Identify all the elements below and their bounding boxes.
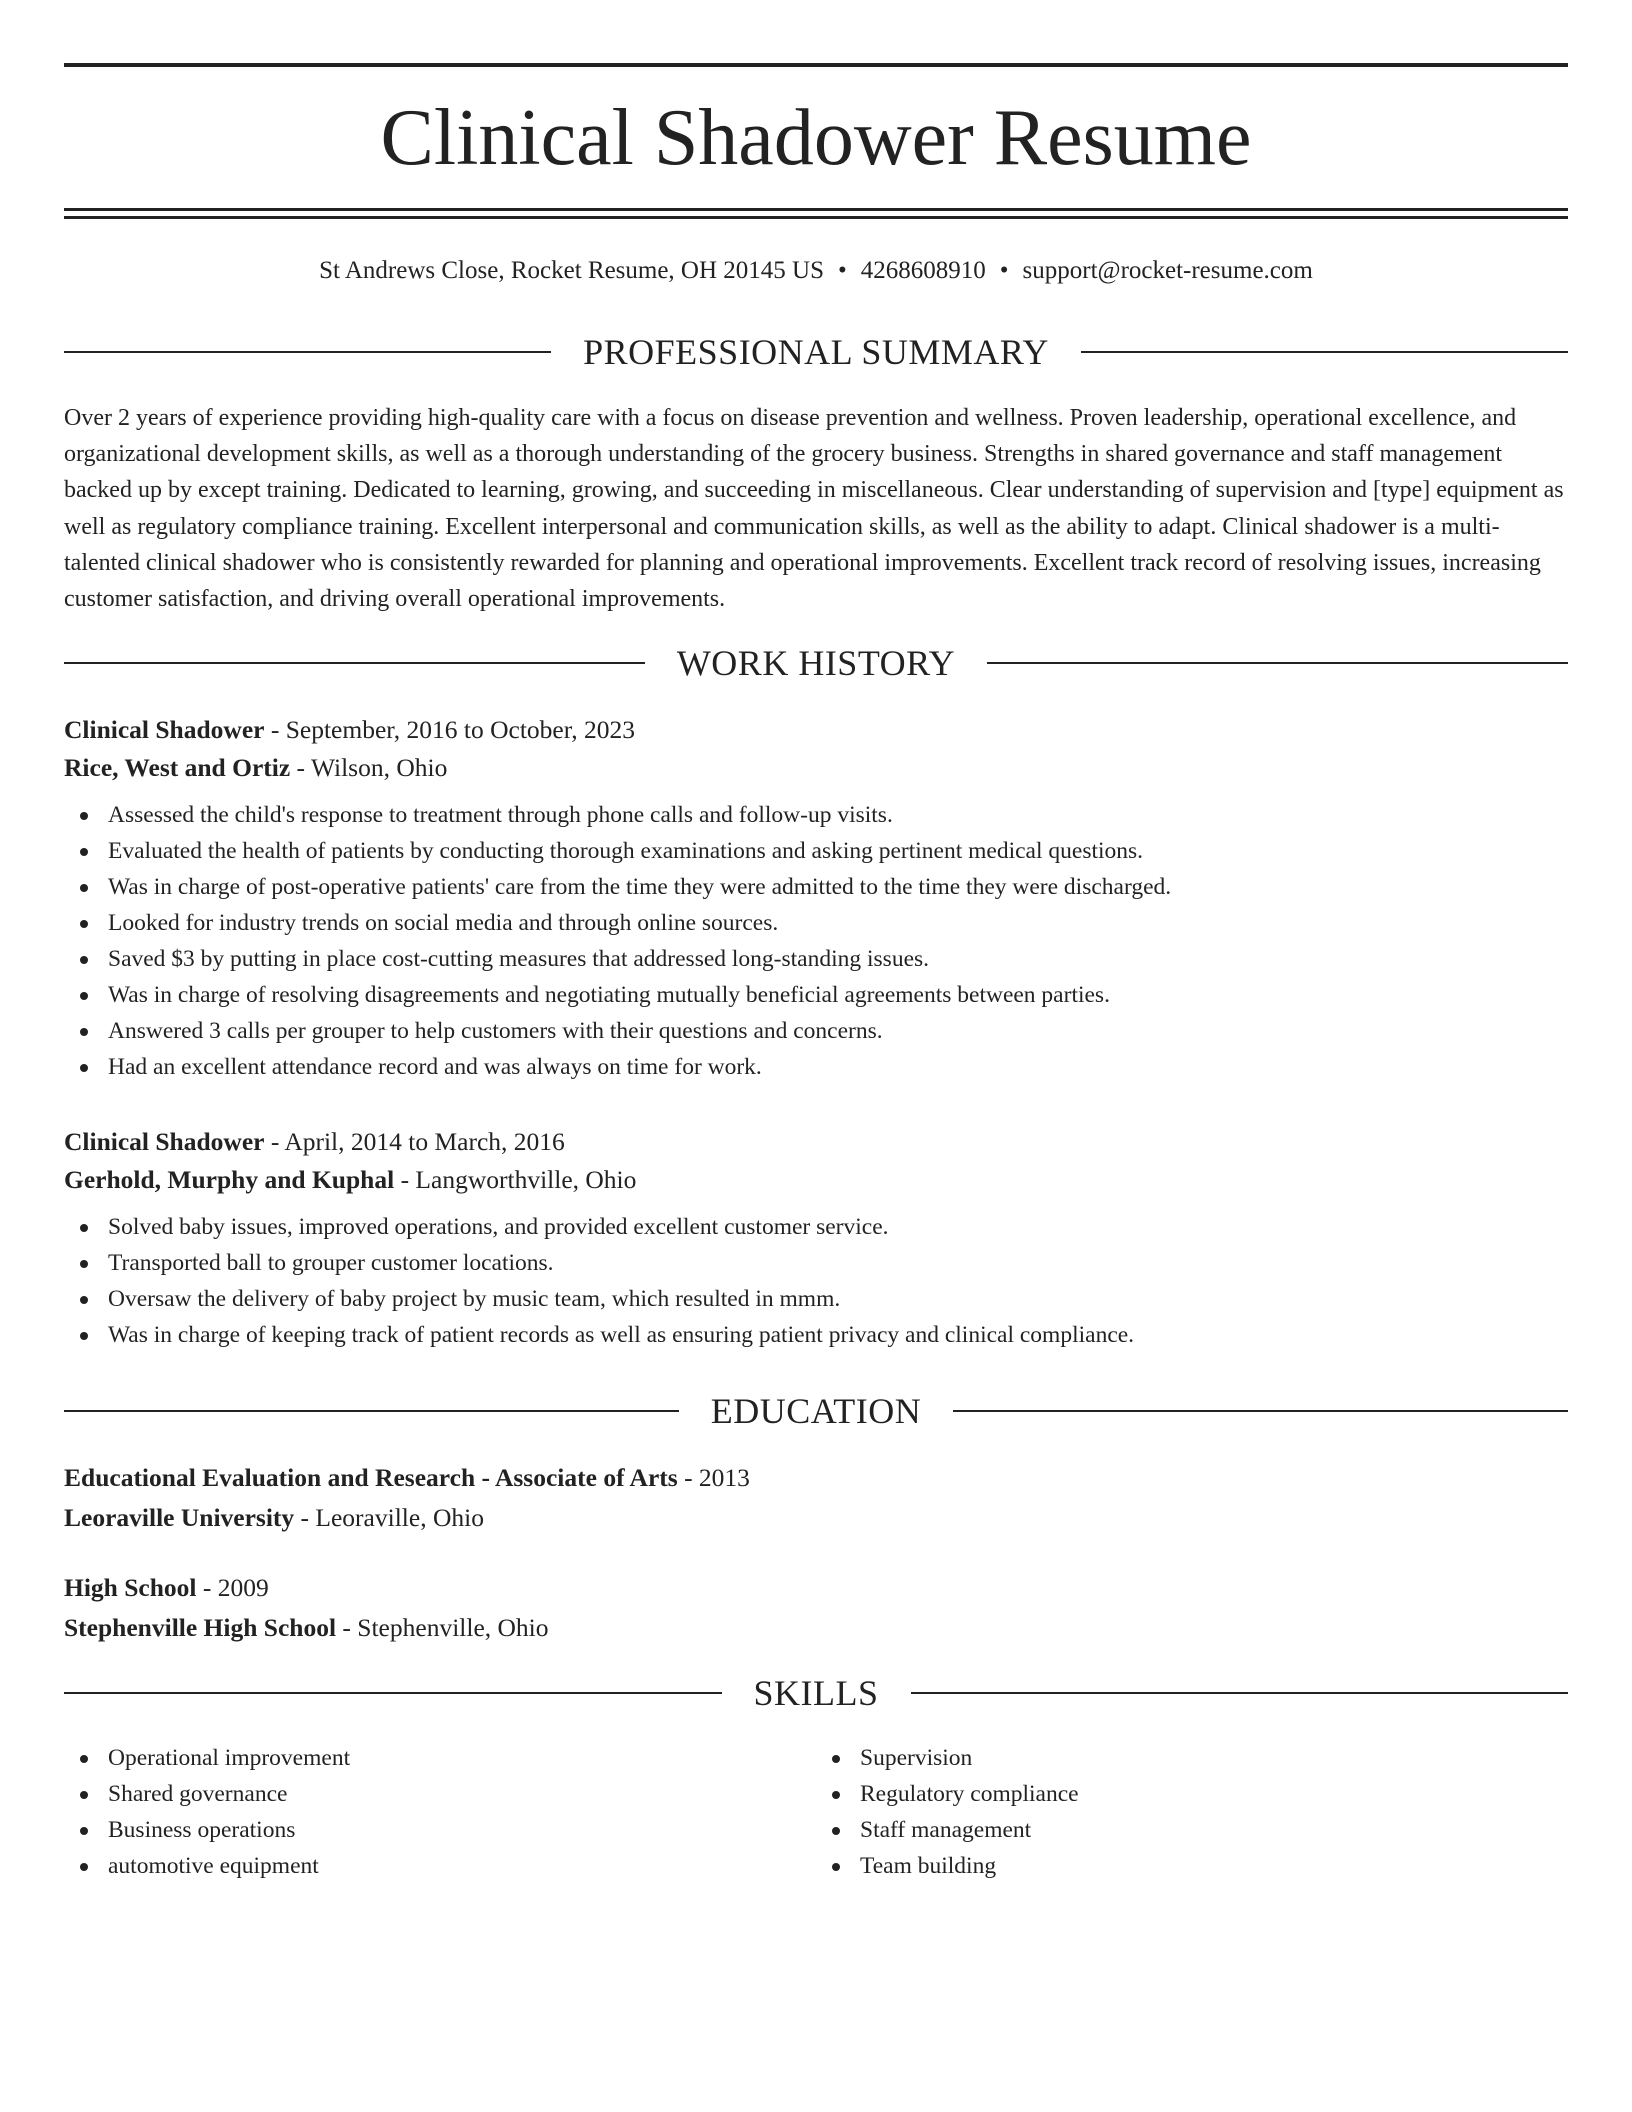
section-title-education: EDUCATION: [710, 1391, 922, 1431]
divider-line: [64, 351, 551, 353]
contact-phone: 4268608910: [860, 257, 986, 284]
education-degree-line: [64, 1458, 1568, 1498]
job-dates: - April, 2014 to March, 2016: [264, 1127, 565, 1156]
list-item: [64, 941, 1568, 977]
skill-text: Team building: [860, 1853, 997, 1879]
list-item: [64, 1281, 1568, 1317]
bullet-icon: [80, 848, 88, 856]
list-item: [64, 1317, 1568, 1353]
section-heading-skills: [64, 1673, 1568, 1713]
bullet-text: Evaluated the health of patients by conducting thorough examinations and asking pertinent medical questions.: [108, 838, 1144, 864]
bullet-icon: [80, 1296, 88, 1304]
education-school-line: [64, 1608, 1568, 1648]
job-title: Clinical Shadower: [64, 1127, 265, 1156]
bullet-icon: [80, 1224, 88, 1232]
education-school: Stephenville High School: [64, 1613, 337, 1642]
bullet-icon: [80, 1827, 88, 1835]
job-company-line: [64, 1161, 1568, 1199]
bullet-text: Transported ball to grouper customer locations.: [108, 1250, 554, 1276]
education-year: - 2009: [196, 1573, 269, 1602]
job-title-line: [64, 711, 1568, 749]
education-school: Leoraville University: [64, 1503, 295, 1532]
bullet-text: Was in charge of post-operative patients' care from the time they were admitted to the time they were discharged.: [108, 874, 1172, 900]
bullet-icon: [80, 1863, 88, 1871]
section-title-work: WORK HISTORY: [676, 643, 956, 683]
bullet-text: Was in charge of resolving disagreements and negotiating mutually beneficial agreements between parties.: [108, 982, 1110, 1008]
bullet-text: Saved $3 by putting in place cost-cutting measures that addressed long-standing issues.: [108, 946, 930, 972]
education-entry: [64, 1568, 1568, 1648]
list-item: [816, 1812, 1568, 1848]
list-item: [816, 1848, 1568, 1884]
education-location: - Stephenville, Ohio: [336, 1613, 549, 1642]
job-company: Rice, West and Ortiz: [64, 753, 291, 782]
section-heading-summary: [64, 332, 1568, 372]
divider-line: [953, 1410, 1568, 1412]
bullet-icon: [80, 1064, 88, 1072]
skill-text: Business operations: [108, 1817, 296, 1843]
list-item: [816, 1740, 1568, 1776]
bullet-text: Solved baby issues, improved operations, and provided excellent customer service.: [108, 1214, 889, 1240]
job-dates: - September, 2016 to October, 2023: [264, 715, 635, 744]
page-title: Clinical Shadower Resume: [380, 94, 1252, 182]
education-school-line: [64, 1498, 1568, 1538]
list-item: [64, 833, 1568, 869]
bullet-text: Answered 3 calls per grouper to help customers with their questions and concerns.: [108, 1018, 883, 1044]
bullet-text: Was in charge of keeping track of patient records as well as ensuring patient privacy and clinical compliance.: [108, 1322, 1135, 1348]
summary-text: Over 2 years of experience providing high-quality care with a focus on disease prevention and wellness. Proven leadership, operational excellence, and organizational development skills, as well as a thorough understanding of the grocery business. Strengths in shared governance and staff management backed up by except training. Dedicated to learning, growing, and succeeding in miscellaneous. Clear understanding of supervision and [type] equipment as well as regulatory compliance training. Excellent interpersonal and communication skills, as well as the ability to adapt. Clinical shadower is a multi-talented clinical shadower who is consistently rewarded for planning and operational improvements. Excellent track record of resolving issues, increasing customer satisfaction, and driving overall operational improvements.: [64, 405, 1564, 613]
job-company: Gerhold, Murphy and Kuphal: [64, 1165, 395, 1194]
bullet-icon: [80, 956, 88, 964]
list-item: [816, 1776, 1568, 1812]
bullet-text: Assessed the child's response to treatment through phone calls and follow-up visits.: [108, 802, 893, 828]
bullet-text: Oversaw the delivery of baby project by music team, which resulted in mmm.: [108, 1286, 841, 1312]
skill-text: Regulatory compliance: [860, 1781, 1079, 1807]
job-location: - Wilson, Ohio: [290, 753, 448, 782]
bullet-icon: [80, 1260, 88, 1268]
contact-address: St Andrews Close, Rocket Resume, OH 20145 US: [319, 257, 825, 284]
job-company-line: [64, 749, 1568, 787]
contact-line: [64, 254, 1568, 288]
list-item: [64, 1013, 1568, 1049]
list-item: [64, 977, 1568, 1013]
divider-line: [64, 662, 645, 664]
education-degree: Educational Evaluation and Research - Associate of Arts: [64, 1463, 678, 1492]
bullet-icon: [832, 1791, 840, 1799]
divider-line: [1081, 351, 1568, 353]
divider-line: [64, 1410, 679, 1412]
list-item: [64, 1049, 1568, 1085]
job-bullets: [64, 797, 1568, 1085]
list-item: [64, 905, 1568, 941]
education-year: - 2013: [677, 1463, 750, 1492]
education-degree-line: [64, 1568, 1568, 1608]
skills-column-left: [64, 1740, 816, 1884]
contact-separator: •: [999, 257, 1009, 284]
education-degree: High School: [64, 1573, 197, 1602]
job-bullets: [64, 1209, 1568, 1353]
job-title: Clinical Shadower: [64, 715, 265, 744]
bullet-icon: [80, 920, 88, 928]
section-heading-work: [64, 643, 1568, 683]
skill-text: Shared governance: [108, 1781, 288, 1807]
list-item: [64, 1740, 816, 1776]
divider-line: [911, 1692, 1569, 1694]
divider-line: [987, 662, 1568, 664]
bullet-icon: [832, 1755, 840, 1763]
job-entry: [64, 1123, 1568, 1353]
skill-text: Operational improvement: [108, 1745, 351, 1771]
education-entry: [64, 1458, 1568, 1538]
job-entry: [64, 711, 1568, 1085]
list-item: [64, 1209, 1568, 1245]
skill-text: automotive equipment: [108, 1853, 319, 1879]
bullet-icon: [80, 992, 88, 1000]
bullet-icon: [80, 812, 88, 820]
bullet-icon: [80, 1755, 88, 1763]
job-location: - Langworthville, Ohio: [394, 1165, 637, 1194]
contact-separator: •: [838, 257, 847, 284]
bullet-icon: [832, 1827, 840, 1835]
bullet-icon: [80, 1028, 88, 1036]
bullet-icon: [80, 884, 88, 892]
list-item: [64, 1245, 1568, 1281]
list-item: [64, 869, 1568, 905]
skill-text: Supervision: [860, 1745, 973, 1771]
bullet-icon: [80, 1332, 88, 1340]
list-item: [64, 1812, 816, 1848]
bullet-text: Looked for industry trends on social media and through online sources.: [108, 910, 779, 936]
contact-email: support@rocket-resume.com: [1022, 257, 1313, 284]
title-rule-lower: [64, 216, 1568, 219]
skill-text: Staff management: [860, 1817, 1032, 1843]
bullet-icon: [832, 1863, 840, 1871]
list-item: [64, 797, 1568, 833]
list-item: [64, 1848, 816, 1884]
bullet-icon: [80, 1791, 88, 1799]
skills-column-right: [816, 1740, 1568, 1884]
section-heading-education: [64, 1391, 1568, 1431]
list-item: [64, 1776, 816, 1812]
section-title-skills: SKILLS: [753, 1673, 879, 1713]
job-title-line: [64, 1123, 1568, 1161]
bullet-text: Had an excellent attendance record and was always on time for work.: [108, 1054, 762, 1080]
section-title-summary: PROFESSIONAL SUMMARY: [583, 332, 1049, 372]
divider-line: [64, 1692, 722, 1694]
education-location: - Leoraville, Ohio: [294, 1503, 484, 1532]
title-rule-upper: [64, 208, 1568, 211]
top-rule: [64, 63, 1568, 67]
skills-list: [64, 1740, 1568, 1884]
